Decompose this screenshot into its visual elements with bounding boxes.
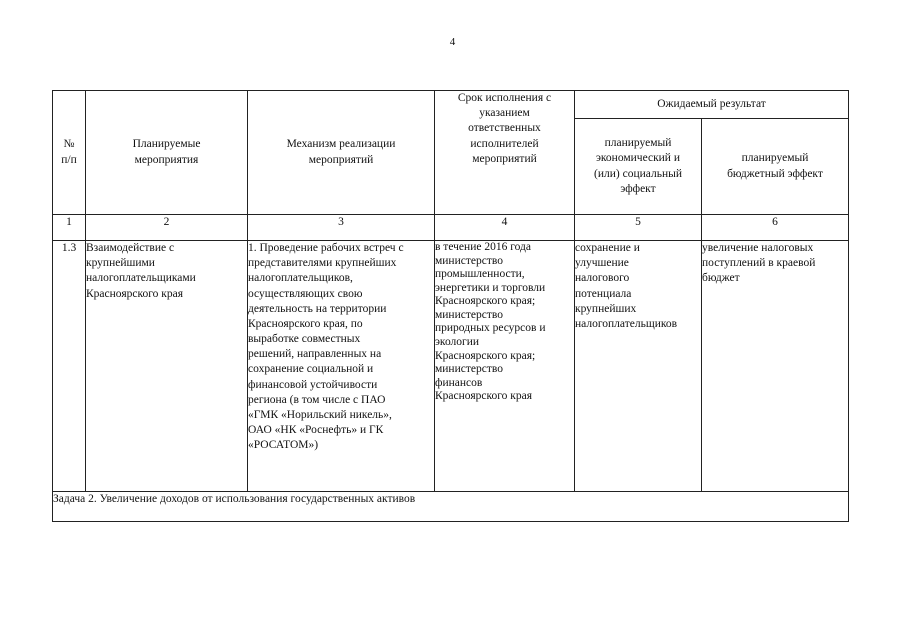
table-row — [53, 241, 849, 492]
column-number-row — [53, 215, 849, 241]
column-number: 6 — [702, 215, 849, 241]
column-number: 3 — [248, 215, 435, 241]
column-number: 2 — [86, 215, 248, 241]
header-num: № п/п — [53, 91, 86, 215]
column-number: 5 — [575, 215, 702, 241]
header-deadline: Срок исполнения с указанием ответственных исполнителей мероприятий — [435, 91, 575, 215]
row-econ-effect: сохранение и улучшение налогового потенциала крупнейших налогоплательщиков — [575, 241, 702, 492]
header-mechanism: Механизм реализации мероприятий — [248, 91, 435, 215]
row-event: Взаимодействие с крупнейшими налогоплательщиками Красноярского края — [86, 241, 248, 492]
row-budget-effect: увеличение налоговых поступлений в краевой бюджет — [702, 241, 849, 492]
page-number: 4 — [449, 36, 456, 48]
row-mechanism: 1. Проведение рабочих встреч с представителями крупнейших налогоплательщиков, осуществляющих свою деятельность на территории Красноярского края, по выработке совместных решений, направленных на сохранение социальной и финансовой устойчивости региона (в том числе с ПАО «ГМК «Норильский никель», ОАО «НК «Роснефть» и ГК «РОСАТОМ») — [248, 241, 435, 492]
task-2-text: Задача 2. Увеличение доходов от использования государственных активов — [53, 492, 849, 522]
column-number: 4 — [435, 215, 575, 241]
header-expected-result: Ожидаемый результат — [575, 91, 849, 119]
header-row-1 — [53, 91, 849, 119]
header-budget-effect: планируемый бюджетный эффект — [702, 119, 849, 215]
plan-table — [52, 90, 849, 522]
column-number: 1 — [53, 215, 86, 241]
row-deadline: в течение 2016 года министерство промышленности, энергетики и торговли Красноярского края; министерство природных ресурсов и экологии Красноярского края; министерство финансов Красноярского края — [435, 241, 575, 492]
header-econ-effect: планируемый экономический и (или) социальный эффект — [575, 119, 702, 215]
row-num: 1.3 — [53, 241, 86, 492]
header-events: Планируемые мероприятия — [86, 91, 248, 215]
task-row — [53, 492, 849, 522]
